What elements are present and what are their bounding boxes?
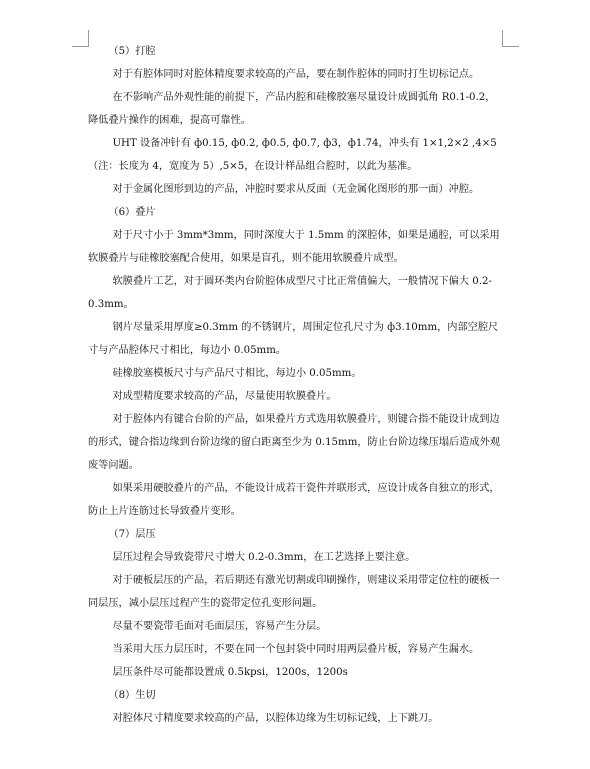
paragraph: 在不影响产品外观性能的前提下，产品内腔和硅橡胶塞尽量设计成圆弧角 R0.1-0.2，降低叠片操作的困难，提高可靠性。 <box>88 92 496 126</box>
section-heading-5: （5）打腔 <box>108 46 156 57</box>
paragraph: 对于尺寸小于 3mm*3mm，同时深度大于 1.5mm 的深腔体，如果是通腔，可以采用软膜叠片与硅橡胶塞配合使用，如果是盲孔，则不能用软膜叠片成型。 <box>88 230 500 264</box>
paragraph: 层压过程会导致瓷带尺寸增大 0.2-0.3mm，在工艺选择上要注意。 <box>112 552 416 563</box>
paragraph: 尽量不要瓷带毛面对毛面层压，容易产生分层。 <box>112 621 327 632</box>
section-heading-6: （6）叠片 <box>108 207 156 218</box>
paragraph: 钢片尽量采用厚度≥0.3mm 的不锈钢片，周围定位孔尺寸为 ф3.10mm，内部空腔尺寸与产品腔体尺寸相比，每边小 0.05mm。 <box>88 322 499 356</box>
paragraph: 对成型精度要求较高的产品，尽量使用软膜叠片。 <box>112 391 337 402</box>
paragraph: 对腔体尺寸精度要求较高的产品，以腔体边缘为生切标记线，上下跳刀。 <box>112 713 439 724</box>
section-heading-7: （7）层压 <box>108 529 156 540</box>
paragraph: UHT 设备冲针有 ф0.15, ф0.2, ф0.5, ф0.7, ф3，ф1.74，冲头有 1×1,2×2 ,4×5 （注：长度为 4，宽度为 5）,5×5，在设计样品组合腔时，以此为基准。 <box>88 138 497 172</box>
paragraph: 层压条件尽可能都设置成 0.5kpsi，1200s，1200s <box>112 667 348 678</box>
margin-corner-mark-left <box>72 30 89 47</box>
paragraph: 硅橡胶塞模板尺寸与产品尺寸相比，每边小 0.05mm。 <box>112 368 362 379</box>
margin-corner-mark-right <box>502 30 519 47</box>
paragraph: 对于硬板层压的产品，若后期还有激光切割或印刷操作，则建议采用带定位柱的硬板一同层压，减小层压过程产生的瓷带定位孔变形问题。 <box>88 575 500 609</box>
paragraph: 软膜叠片工艺，对于圆环类内台阶腔体成型尺寸比正常值偏大，一般情况下偏大 0.2-0.3mm。 <box>88 276 492 310</box>
paragraph: 对于腔体内有键合台阶的产品，如果叠片方式选用软膜叠片，则键合指不能设计成到边的形式，键合指边缘到台阶边缘的留白距离至少为 0.15mm，防止台阶边缘压塌后造成外观废等问题。 <box>88 414 500 471</box>
document-body <box>88 40 502 730</box>
paragraph: 对于有腔体同时对腔体精度要求较高的产品，要在制作腔体的同时打生切标记点。 <box>112 69 480 80</box>
paragraph: 当采用大压力层压时，不要在同一个包封袋中同时用两层叠片板，容易产生漏水。 <box>112 644 480 655</box>
paragraph: 如果采用硬胶叠片的产品，不能设计成若干瓷件并联形式，应设计成各自独立的形式，防止上片连筋过长导致叠片变形。 <box>88 483 500 517</box>
section-heading-8: （8）生切 <box>108 690 156 701</box>
paragraph: 对于金属化图形到边的产品，冲腔时要求从反面（无金属化图形的那一面）冲腔。 <box>112 184 480 195</box>
